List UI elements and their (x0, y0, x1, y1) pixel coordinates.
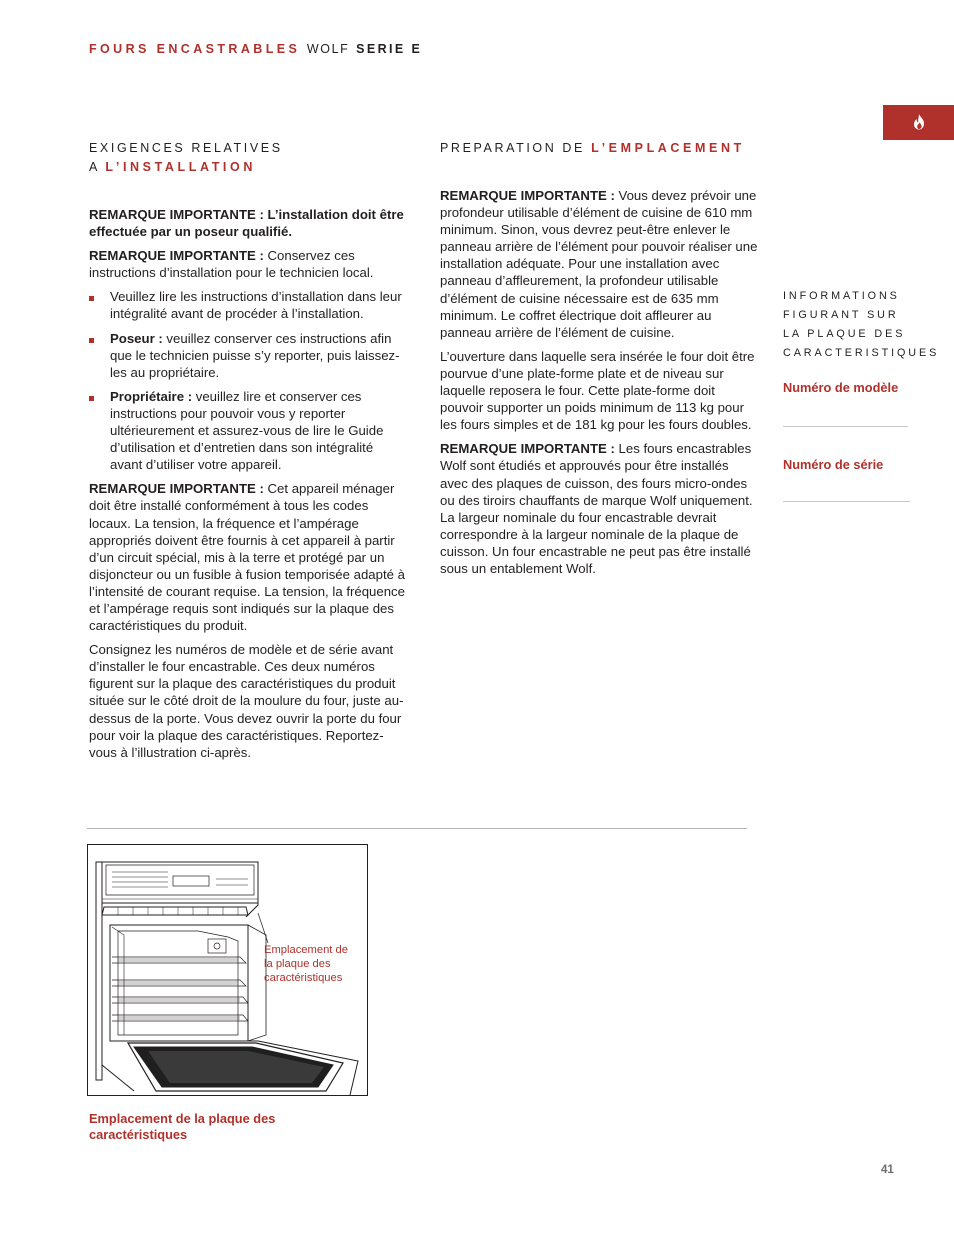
installation-heading-accent: L’INSTALLATION (105, 160, 256, 174)
installation-heading-line1: EXIGENCES RELATIVES (89, 141, 283, 155)
rating-plate-callout: Emplacement de la plaque des caractéristiques (264, 944, 348, 984)
paragraph-platform: L’ouverture dans laquelle sera insérée le four doit être pourvue d’une plate-forme plate et de niveau sur laquelle reposera le four. Cette plate-forme doit pouvoir supporter un poids minimum de 113 kg pour les fours simples et de 181 kg pour les fours doubles. (440, 348, 755, 433)
note-electrical: REMARQUE IMPORTANTE : Cet appareil ménager doit être installé conformément à tous les codes locaux. La tension, la fréquence et l’ampérage appropriés doivent être fournis à cet appareil à partir d’un circuit spécial, mis à la terre et protégé par un disjoncteur ou un fusible à fusion temporisée adapté à l’intensité de courant requise. La tension, la fréquence et l’ampérage requis sont indiqués sur la plaque des caractéristiques du produit. (89, 481, 405, 634)
preparation-text (440, 187, 758, 584)
section-divider (87, 828, 747, 829)
installation-text (89, 206, 407, 768)
section-tab (883, 105, 954, 140)
running-header (89, 42, 422, 56)
bullet-owner: Propriétaire : veuillez lire et conserver ces instructions pour pouvoir vous y reporter ultérieurement et assurez-vous de lire le Guide d’utilisation et d’entretien dans son intégralité avant d’utiliser votre appareil. (89, 388, 407, 473)
instruction-bullets (89, 288, 407, 473)
rating-plate-heading: INFORMATIONS FIGURANT SUR LA PLAQUE DES CARACTERISTIQUES (783, 290, 940, 359)
serial-number-line (783, 501, 910, 502)
installation-heading-prefix: A (89, 160, 106, 174)
note-keep-instructions: REMARQUE IMPORTANTE : Conservez ces instructions d’installation pour le technicien local. (89, 248, 374, 281)
note-cabinet-depth: REMARQUE IMPORTANTE : Vous devez prévoir une profondeur utilisable d’élément de cuisine de 610 mm minimum. Sinon, vous devrez peut-être enlever le panneau arrière de l’élément pour pouvoir réaliser une installation adéquate. Pour une installation avec panneau d’affleurement, la profondeur utilisable d’élément de cuisine nécessaire est de 635 mm minimum. Le coffret électrique doit affleurer au panneau arrière de l’élément de cuisine. (440, 188, 758, 340)
installation-heading (89, 139, 283, 177)
bullet-installer: Poseur : veuillez conserver ces instructions afin que le technicien puisse s’y reporter, puis laissez-les au propriétaire. (89, 330, 407, 381)
preparation-heading-prefix: PREPARATION DE (440, 141, 592, 155)
flame-icon (913, 114, 925, 130)
bullet-read-instructions: Veuillez lire les instructions d’installation dans leur intégralité avant de procéder à l’installation. (89, 288, 407, 322)
serial-number-label: Numéro de série (783, 457, 884, 472)
page-number: 41 (881, 1164, 894, 1176)
header-brand: WOLF (306, 42, 350, 56)
header-product: FOURS ENCASTRABLES (89, 42, 301, 56)
preparation-heading (440, 139, 745, 158)
model-number-line (783, 426, 908, 427)
model-number-label: Numéro de modèle (783, 380, 899, 395)
figure-caption: Emplacement de la plaque des caractéristiques (89, 1111, 276, 1142)
preparation-heading-accent: L’EMPLACEMENT (591, 141, 745, 155)
header-series: SERIE E (356, 42, 423, 56)
note-qualified-installer: REMARQUE IMPORTANTE : L’installation doit être effectuée par un poseur qualifié. (89, 207, 404, 240)
paragraph-record-numbers: Consignez les numéros de modèle et de série avant d’installer le four encastrable. Ces deux numéros figurent sur la plaque des caractéristiques du produit située sur le côté droit de la moulure du four, juste au-dessus de la porte. Vous devez ouvrir la porte du four pour voir la plaque des caractéristiques. Reportez-vous à l’illustration ci-après. (89, 642, 404, 760)
note-compatibility: REMARQUE IMPORTANTE : Les fours encastrables Wolf sont étudiés et approuvés pour être installés avec des plaques de cuisson, des fours micro-ondes ou des tiroirs chauffants de marque Wolf uniquement. La largeur nominale du four encastrable devrait correspondre à la largeur nominale de la plaque de cuisson. Un four encastrable ne peut pas être installé sous un entablement Wolf. (440, 441, 753, 576)
